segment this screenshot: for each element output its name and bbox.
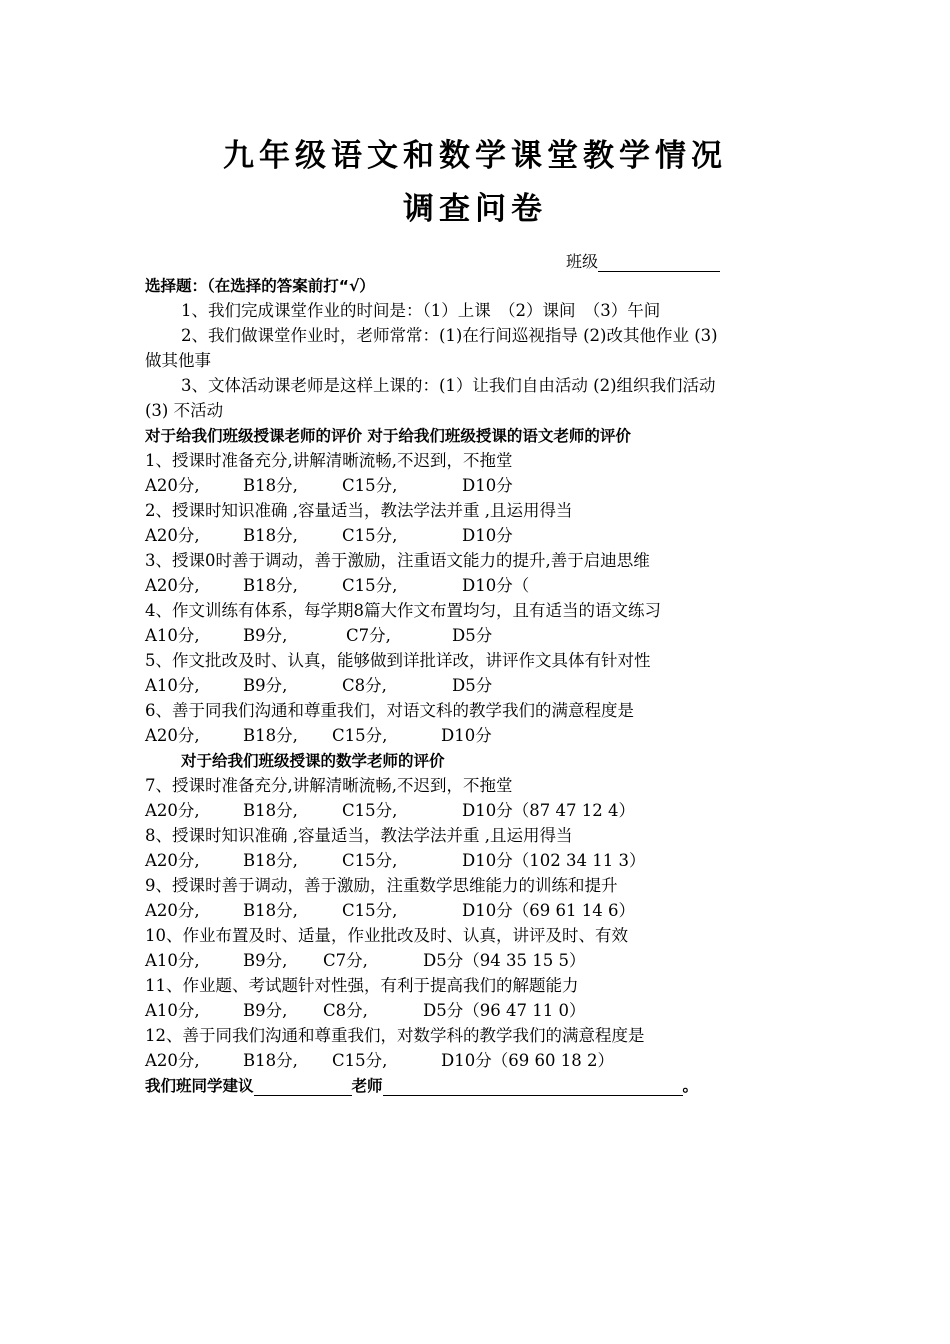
- chinese-item-question: 4、作文训练有体系，每学期8篇大作文布置均匀，且有适当的语文练习: [145, 601, 661, 620]
- option-a: A10分,: [145, 626, 200, 645]
- option-d: D5分（94 35 15 5）: [423, 951, 586, 970]
- option-b: B18分,: [243, 801, 298, 820]
- option-d: D10分（87 47 12 4）: [462, 801, 635, 820]
- option-a: A10分,: [145, 1001, 200, 1020]
- option-d: D10分（69 60 18 2）: [441, 1051, 614, 1070]
- teacher-label: 老师: [351, 1077, 383, 1095]
- option-b: B9分,: [243, 1001, 288, 1020]
- option-c: C7分,: [323, 951, 368, 970]
- option-d: D10分（102 34 11 3）: [462, 851, 646, 870]
- page-title: 九年级语文和数学课堂教学情况: [223, 138, 727, 174]
- option-b: B18分,: [243, 726, 298, 745]
- suggestion-label: 我们班同学建议: [145, 1077, 254, 1095]
- end-mark: 。: [682, 1077, 699, 1095]
- chinese-item-question: 2、授课时知识准确 ,容量适当，教法学法并重 ,且运用得当: [145, 501, 573, 520]
- option-a: A20分,: [145, 801, 200, 820]
- option-b: B18分,: [243, 851, 298, 870]
- page-subtitle: 调查问卷: [403, 191, 547, 227]
- question-3: 3、文体活动课老师是这样上课的：(1）让我们自由活动 (2)组织我们活动: [181, 376, 716, 395]
- question-1: 1、我们完成课堂作业的时间是：（1）上课 （2）课间 （3）午间: [181, 301, 661, 320]
- option-a: A20分,: [145, 576, 200, 595]
- class-blank: [598, 254, 720, 272]
- option-d: D5分（96 47 11 0）: [423, 1001, 586, 1020]
- option-c: C15分,: [332, 1051, 388, 1070]
- option-d: D10分（: [462, 576, 530, 595]
- option-c: C15分,: [342, 576, 398, 595]
- option-d: D5分: [452, 626, 493, 645]
- question-2-cont: 做其他事: [145, 351, 211, 370]
- option-a: A20分,: [145, 901, 200, 920]
- option-b: B9分,: [243, 626, 288, 645]
- chinese-item-question: 3、授课0时善于调动，善于激励，注重语文能力的提升,善于启迪思维: [145, 551, 650, 570]
- option-a: A10分,: [145, 676, 200, 695]
- chinese-item-question: 1、授课时准备充分,讲解清晰流畅,不迟到，不拖堂: [145, 451, 513, 470]
- option-a: A20分,: [145, 526, 200, 545]
- option-b: B18分,: [243, 576, 298, 595]
- section-choice-heading: 选择题：（在选择的答案前打“√）: [145, 277, 375, 295]
- math-item-question: 12、善于同我们沟通和尊重我们，对数学科的教学我们的满意程度是: [145, 1026, 645, 1045]
- math-item-question: 11、作业题、考试题针对性强，有利于提高我们的解题能力: [145, 976, 579, 995]
- suggestion-line: [145, 1076, 698, 1096]
- option-b: B18分,: [243, 526, 298, 545]
- option-b: B18分,: [243, 476, 298, 495]
- suggestion-blank-1: [254, 1078, 352, 1096]
- class-label: 班级: [566, 252, 599, 271]
- option-c: C7分,: [346, 626, 391, 645]
- option-c: C8分,: [323, 1001, 368, 1020]
- math-item-question: 7、授课时准备充分,讲解清晰流畅,不迟到，不拖堂: [145, 776, 513, 795]
- question-3-cont: (3) 不活动: [145, 401, 224, 420]
- section-eval-heading: 对于给我们班级授课老师的评价 对于给我们班级授课的语文老师的评价: [145, 427, 631, 445]
- option-c: C15分,: [342, 901, 398, 920]
- option-a: A20分,: [145, 476, 200, 495]
- option-d: D10分: [462, 526, 513, 545]
- option-b: B9分,: [243, 951, 288, 970]
- option-c: C15分,: [332, 726, 388, 745]
- option-d: D5分: [452, 676, 493, 695]
- option-b: B9分,: [243, 676, 288, 695]
- option-d: D10分: [441, 726, 492, 745]
- option-b: B18分,: [243, 1051, 298, 1070]
- option-a: A20分,: [145, 851, 200, 870]
- question-2: 2、我们做课堂作业时，老师常常：(1)在行间巡视指导 (2)改其他作业 (3): [181, 326, 718, 345]
- option-c: C8分,: [342, 676, 387, 695]
- option-c: C15分,: [342, 801, 398, 820]
- option-a: A20分,: [145, 1051, 200, 1070]
- option-c: C15分,: [342, 851, 398, 870]
- math-item-question: 9、授课时善于调动，善于激励，注重数学思维能力的训练和提升: [145, 876, 618, 895]
- chinese-item-question: 6、善于同我们沟通和尊重我们，对语文科的教学我们的满意程度是: [145, 701, 634, 720]
- option-d: D10分: [462, 476, 513, 495]
- section-math-heading: 对于给我们班级授课的数学老师的评价: [181, 752, 445, 770]
- chinese-item-question: 5、作文批改及时、认真，能够做到详批详改，讲评作文具体有针对性: [145, 651, 651, 670]
- suggestion-blank-2: [383, 1078, 683, 1096]
- option-c: C15分,: [342, 526, 398, 545]
- math-item-question: 10、作业布置及时、适量，作业批改及时、认真，讲评及时、有效: [145, 926, 628, 945]
- option-b: B18分,: [243, 901, 298, 920]
- option-a: A20分,: [145, 726, 200, 745]
- class-field: [566, 249, 720, 272]
- option-c: C15分,: [342, 476, 398, 495]
- option-a: A10分,: [145, 951, 200, 970]
- option-d: D10分（69 61 14 6）: [462, 901, 635, 920]
- math-item-question: 8、授课时知识准确 ,容量适当，教法学法并重 ,且运用得当: [145, 826, 573, 845]
